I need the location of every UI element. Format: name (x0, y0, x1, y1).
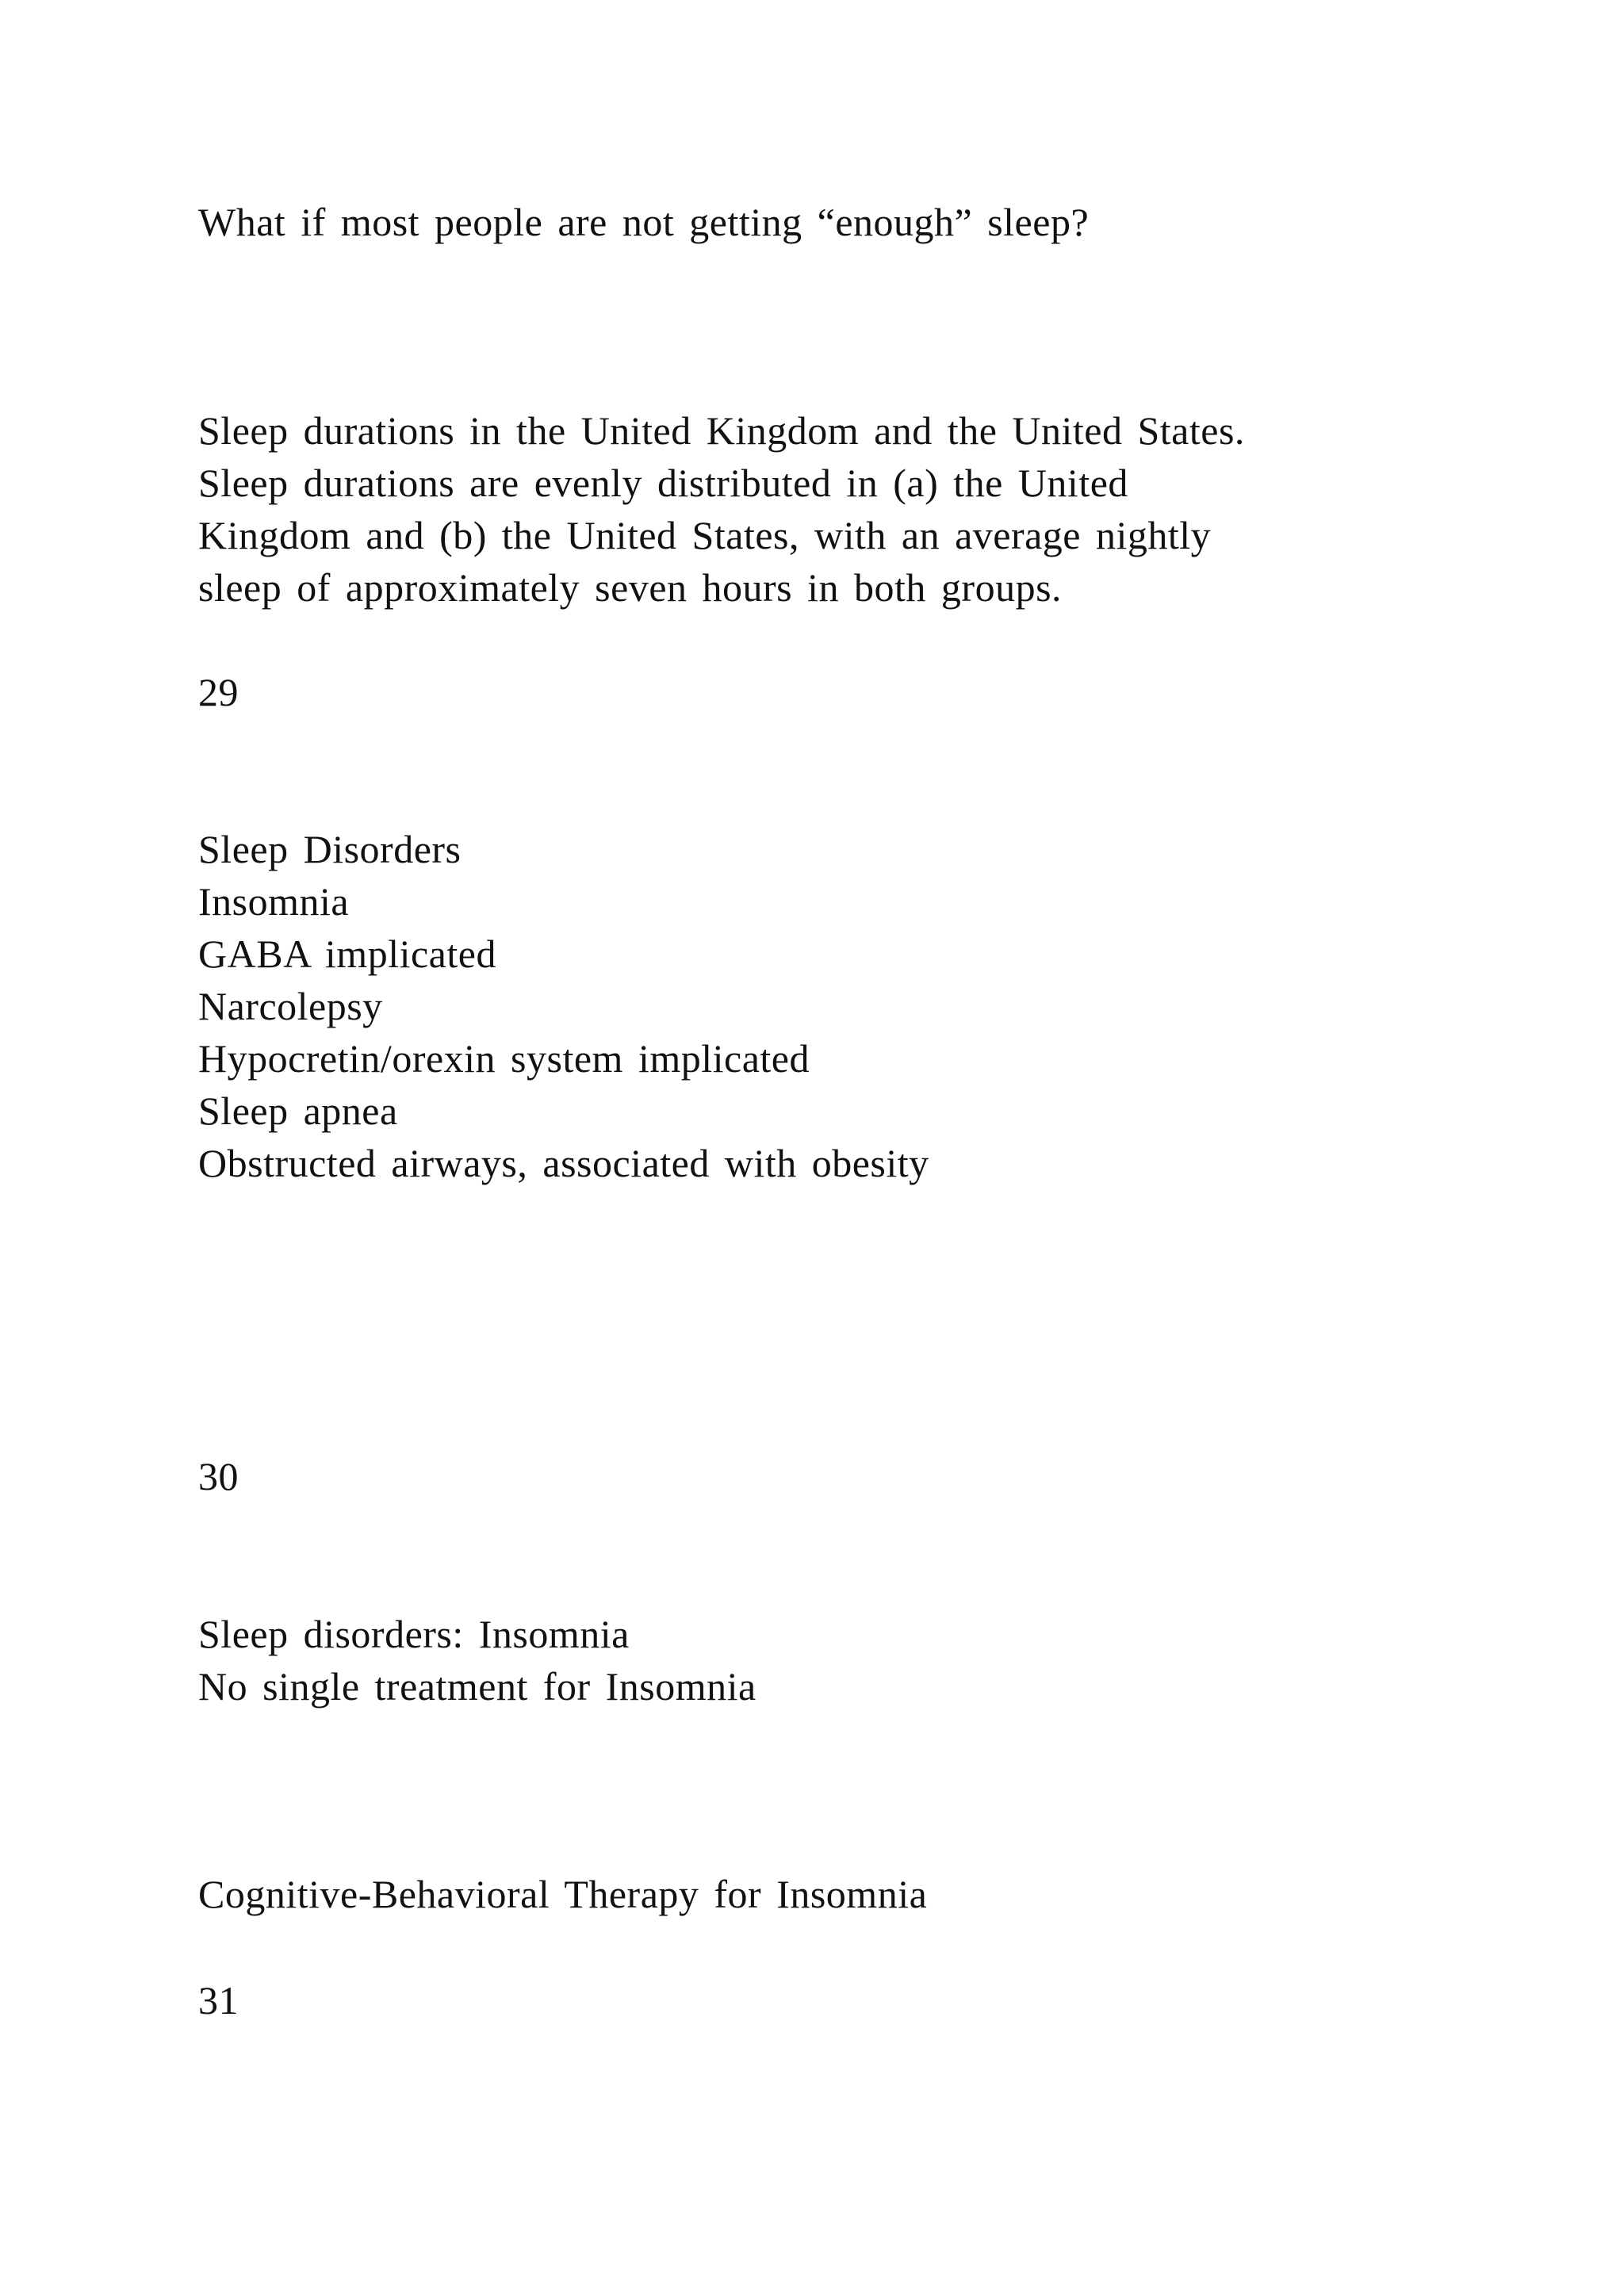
list-item-narcolepsy: Narcolepsy (198, 984, 383, 1028)
caption-line-3: Kingdom and (b) the United States, with an average nightly (198, 513, 1212, 557)
heading-sleep-disorders: Sleep Disorders (198, 827, 462, 871)
caption-line-2: Sleep durations are evenly distributed in (a) the United (198, 461, 1128, 505)
slide-number-29: 29 (198, 670, 239, 714)
list-item-sleep-apnea: Sleep apnea (198, 1089, 398, 1133)
caption-line-4: sleep of approximately seven hours in both groups. (198, 565, 1063, 610)
slide-number-31: 31 (198, 1978, 239, 2022)
list-item-gaba: GABA implicated (198, 932, 496, 976)
insomnia-treatment-line: No single treatment for Insomnia (198, 1664, 756, 1709)
list-item-obstructed-airways: Obstructed airways, associated with obesity (198, 1141, 929, 1185)
caption-line-1: Sleep durations in the United Kingdom and the United States. (198, 408, 1245, 453)
list-item-hypocretin: Hypocretin/orexin system implicated (198, 1036, 810, 1081)
heading-insomnia: Sleep disorders: Insomnia (198, 1612, 630, 1656)
list-item-insomnia: Insomnia (198, 879, 350, 924)
cbt-insomnia-line: Cognitive-Behavioral Therapy for Insomnia (198, 1872, 928, 1916)
question-text: What if most people are not getting “enough” sleep? (198, 200, 1090, 244)
slide-number-30: 30 (198, 1454, 239, 1498)
